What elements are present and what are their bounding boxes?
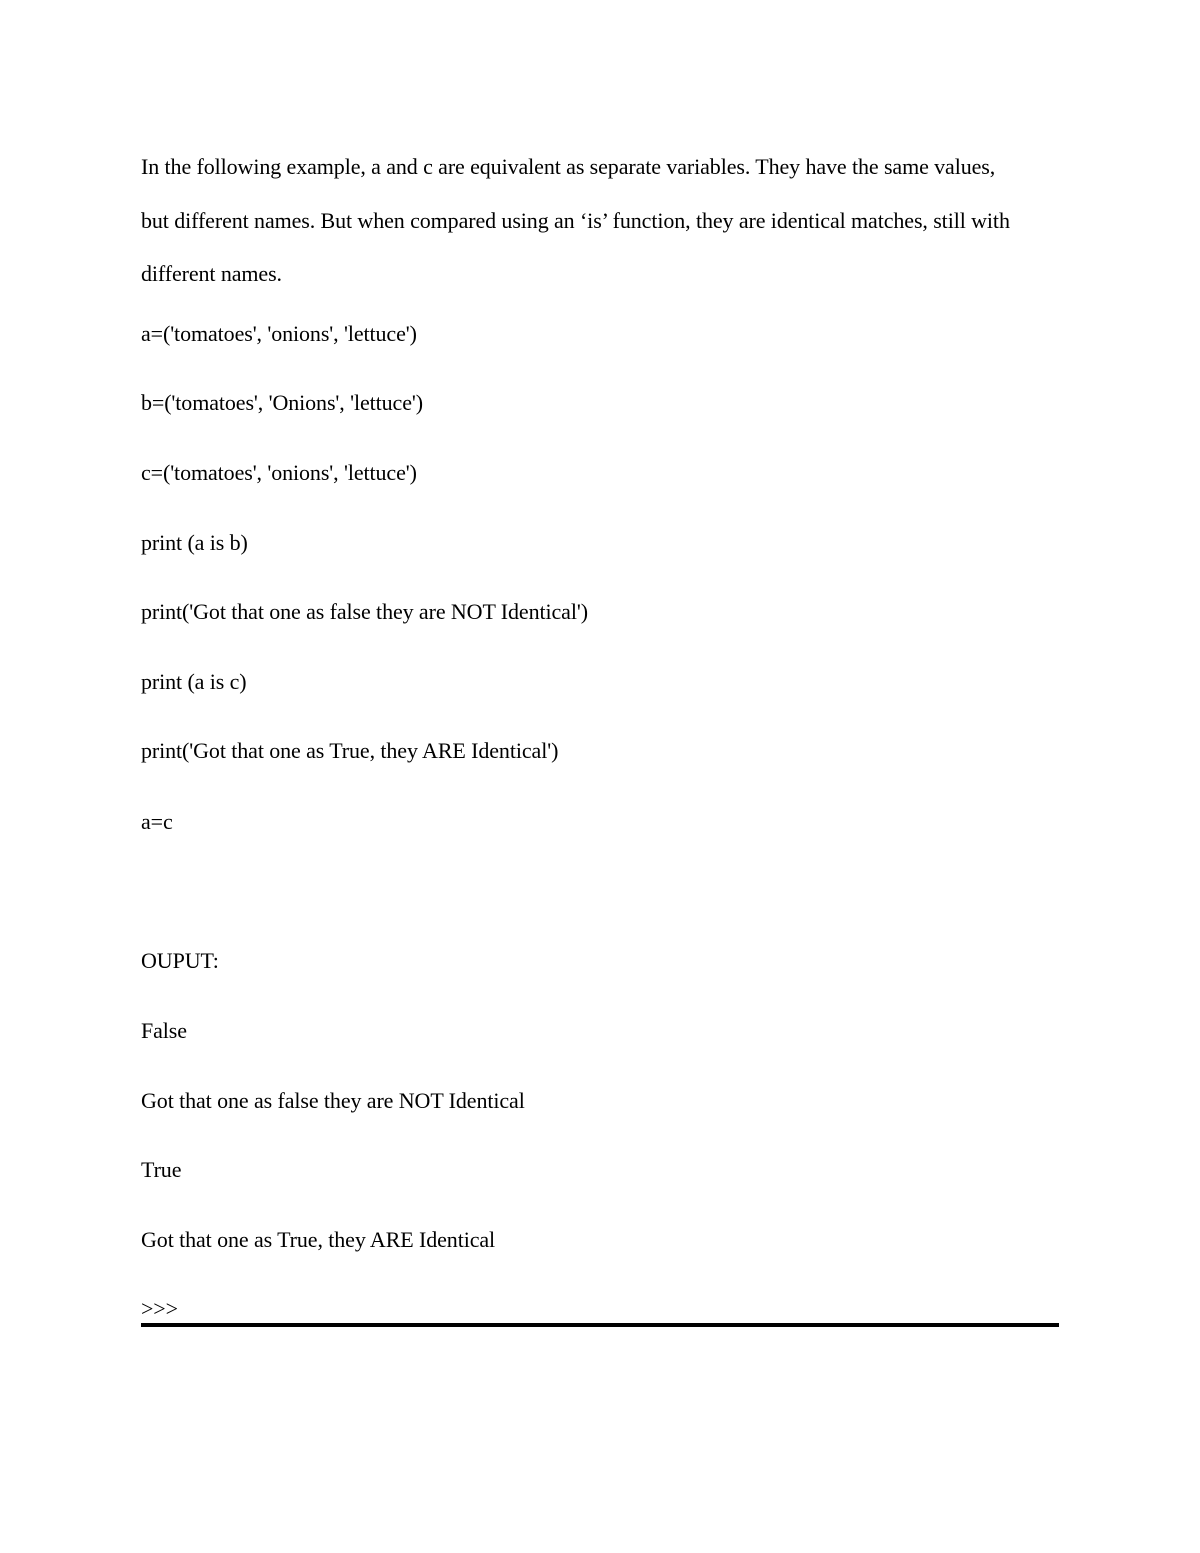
code-line-print-a-is-b: print (a is b) <box>141 530 248 555</box>
code-line-print-true-message: print('Got that one as True, they ARE Identical') <box>141 738 559 763</box>
code-line-b: b=('tomatoes', 'Onions', 'lettuce') <box>141 390 423 415</box>
code-line-a: a=('tomatoes', 'onions', 'lettuce') <box>141 321 417 346</box>
output-line-false-message: Got that one as false they are NOT Identical <box>141 1088 525 1113</box>
output-label: OUPUT: <box>141 948 219 973</box>
output-line-true-message: Got that one as True, they ARE Identical <box>141 1227 496 1252</box>
code-line-print-false-message: print('Got that one as false they are NOT Identical') <box>141 599 588 624</box>
output-prompt: >>> <box>141 1296 178 1321</box>
code-line-c: c=('tomatoes', 'onions', 'lettuce') <box>141 460 417 485</box>
bottom-rule-divider <box>141 1323 1059 1327</box>
output-line-true: True <box>141 1157 182 1182</box>
output-line-false: False <box>141 1018 187 1043</box>
code-line-print-a-is-c: print (a is c) <box>141 669 247 694</box>
intro-paragraph: In the following example, a and c are equivalent as separate variables. They have the same values, but different names. But when compared using an ‘is’ function, they are identical matches, still with different names. <box>141 154 1010 286</box>
code-line-assign: a=c <box>141 809 173 834</box>
